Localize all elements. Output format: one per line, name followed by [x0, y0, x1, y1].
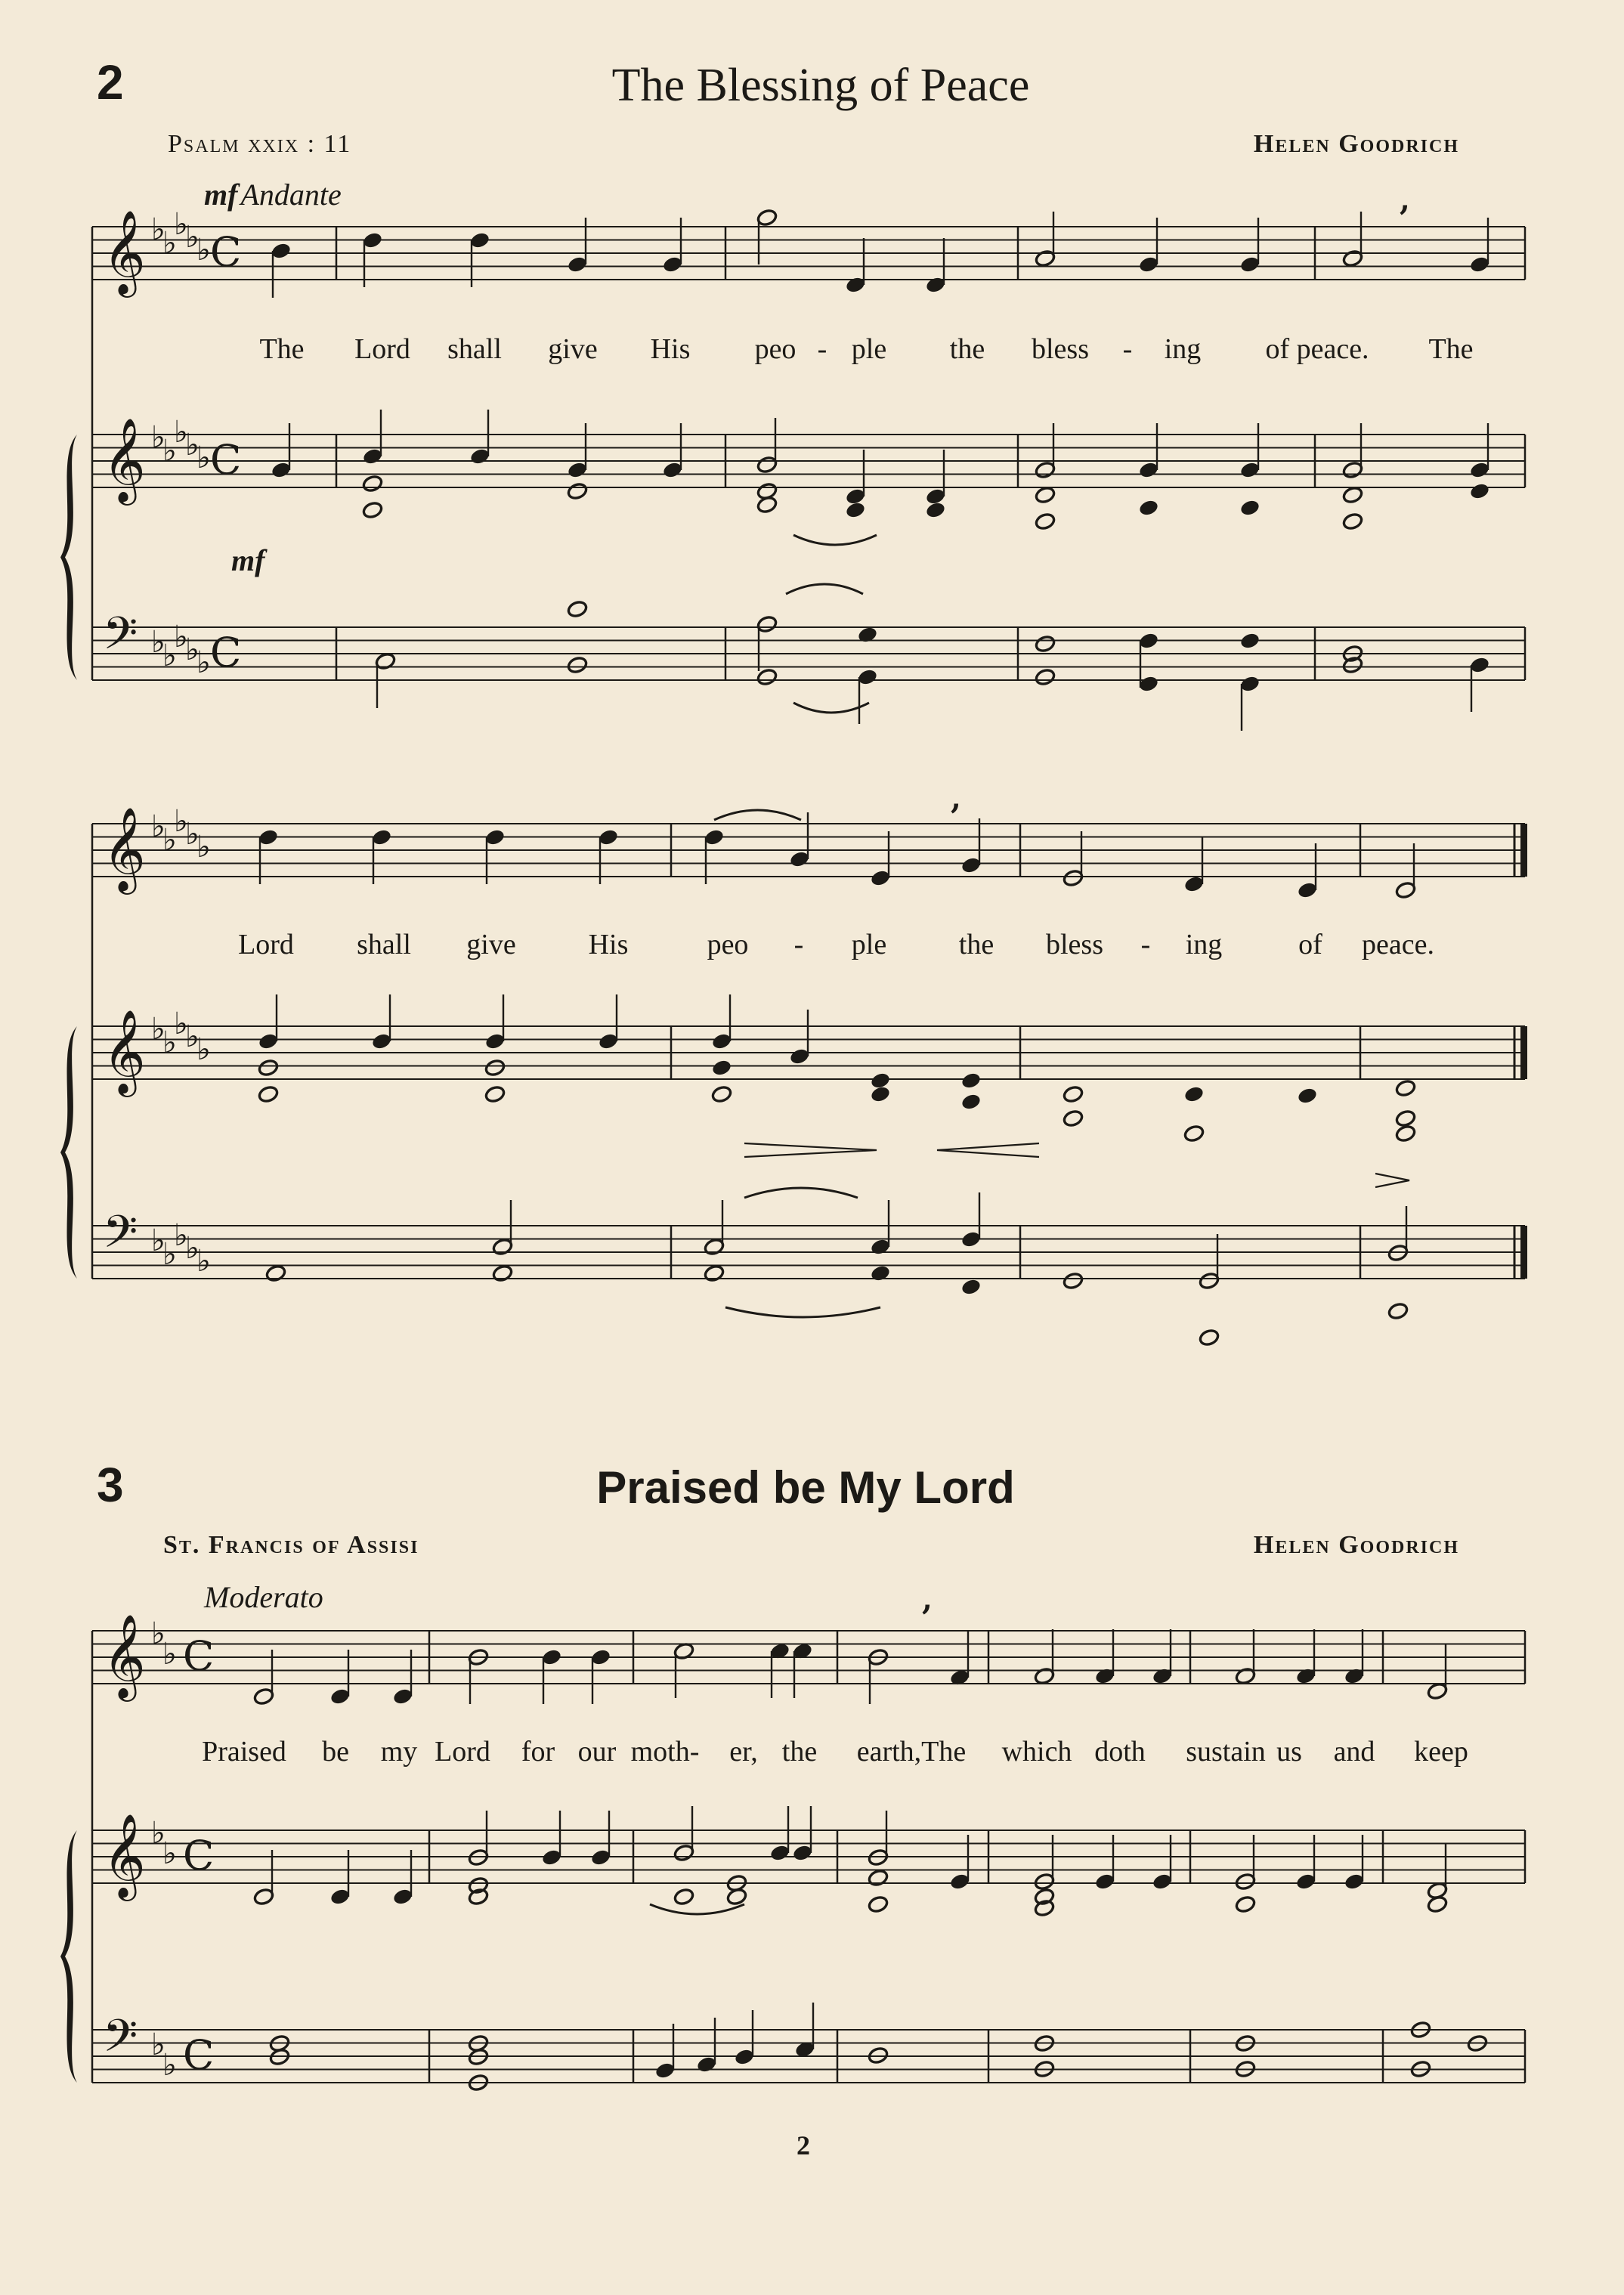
slur: [714, 810, 801, 820]
flat-sign: ♭: [174, 804, 188, 839]
breath-mark: ,: [1400, 182, 1410, 218]
final-barline: [1520, 824, 1527, 877]
lyric-hyphen: -: [1122, 333, 1133, 365]
notehead: [845, 501, 867, 520]
treble-clef: 𝄞: [103, 209, 146, 294]
flat-sign: ♭: [162, 1637, 177, 1672]
lyric-syllable: ple: [851, 333, 887, 365]
notehead: [567, 482, 589, 501]
flat-sign: ♭: [174, 207, 188, 242]
notehead: [1342, 486, 1364, 505]
flat-sign: ♭: [185, 220, 200, 255]
notehead: [1063, 1272, 1084, 1291]
notehead: [960, 1093, 982, 1112]
notehead: [258, 1059, 280, 1078]
composer: Helen Goodrich: [1253, 1531, 1459, 1559]
text-source: St. Francis of Assisi: [163, 1531, 419, 1559]
flat-sign: ♭: [185, 633, 200, 667]
final-barline: [1520, 1226, 1527, 1279]
flat-sign: ♭: [196, 441, 211, 475]
flat-sign: ♭: [196, 233, 211, 268]
notehead: [960, 1278, 982, 1297]
text-source: Psalm xxix : 11: [168, 130, 352, 158]
lyric-syllable: shall: [357, 929, 411, 960]
lyric-syllable: moth-: [630, 1736, 700, 1768]
flat-sign: ♭: [151, 1816, 165, 1851]
lyric-syllable: sustain: [1186, 1736, 1266, 1768]
flat-sign: ♭: [162, 434, 177, 469]
slur: [793, 703, 869, 713]
notehead: [1395, 1124, 1417, 1143]
notehead: [1395, 1079, 1417, 1098]
notehead: [484, 1059, 506, 1078]
piano-brace: [60, 1026, 77, 1279]
lyric-syllable: of peace.: [1265, 333, 1369, 365]
lyric-syllable: His: [588, 929, 629, 960]
flat-sign: ♭: [174, 415, 188, 450]
treble-clef: 𝄞: [103, 417, 146, 502]
staff-lines: [92, 227, 1525, 2083]
flat-sign: ♭: [162, 2048, 177, 2083]
slurs-and-markings: [650, 182, 1410, 1914]
flat-sign: ♭: [174, 1007, 188, 1041]
flat-sign: ♭: [196, 1244, 211, 1279]
notehead: [756, 496, 778, 515]
flat-sign: ♭: [162, 1836, 177, 1871]
flat-sign: ♭: [196, 645, 211, 680]
lyric-syllable: our: [577, 1736, 617, 1768]
notehead: [1063, 1085, 1084, 1104]
notehead: [1239, 632, 1261, 651]
notehead: [362, 501, 384, 520]
lyric-syllable: keep: [1414, 1736, 1468, 1768]
bass-clef: 𝄢: [103, 1205, 138, 1269]
notehead: [1342, 512, 1364, 531]
notehead: [1035, 668, 1056, 687]
treble-clef: 𝄞: [103, 806, 146, 891]
notehead: [1387, 1302, 1409, 1321]
treble-clef: 𝄞: [103, 1813, 146, 1898]
flat-sign: ♭: [185, 1231, 200, 1266]
lyric-syllable: peace.: [1362, 929, 1434, 960]
piano-brace: [60, 1830, 77, 2083]
notehead: [1035, 512, 1056, 531]
common-time: C: [210, 629, 242, 676]
flat-sign: ♭: [151, 625, 165, 660]
flat-sign: ♭: [162, 1237, 177, 1272]
lyric-syllable: be: [322, 1736, 349, 1768]
treble-clef: 𝄞: [103, 1613, 146, 1698]
lyric-syllable: bless: [1046, 929, 1103, 960]
lyric-syllable: us: [1276, 1736, 1302, 1768]
hairpin: [1375, 1174, 1409, 1187]
page-number: 2: [797, 2130, 810, 2160]
flat-sign: ♭: [151, 420, 165, 455]
flat-sign: ♭: [162, 639, 177, 673]
lyric-syllable: peo: [707, 929, 749, 960]
common-time: C: [183, 1832, 215, 1879]
flat-sign: ♭: [151, 1012, 165, 1047]
notehead: [1199, 1328, 1220, 1347]
common-time: C: [183, 1632, 215, 1680]
hymn-number: 3: [97, 1458, 124, 1512]
flat-sign: ♭: [185, 428, 200, 462]
notehead: [567, 600, 589, 619]
bass-clef: 𝄢: [103, 2009, 138, 2073]
lyric-syllable: ple: [851, 929, 887, 960]
lyric-syllable: Lord: [354, 333, 410, 365]
notehead: [726, 1888, 748, 1907]
accompaniment-dynamic: mf: [231, 543, 265, 577]
flat-sign: ♭: [162, 823, 177, 858]
notehead: [362, 475, 384, 493]
flat-sign: ♭: [151, 212, 165, 247]
notehead: [1035, 635, 1056, 654]
notehead: [870, 1072, 892, 1090]
lyric-hyphen: -: [1140, 929, 1151, 960]
tempo-marking: Moderato: [204, 1580, 323, 1614]
notehead: [1035, 486, 1056, 505]
notehead: [1138, 499, 1160, 518]
hymn-title: Praised be My Lord: [596, 1462, 1015, 1513]
lyric-syllable: His: [650, 333, 691, 365]
notehead: [1427, 1895, 1449, 1914]
hymn-title: The Blessing of Peace: [611, 60, 1030, 111]
notehead: [711, 1059, 733, 1078]
lyric-syllable: for: [521, 1736, 555, 1768]
slur: [725, 1307, 880, 1317]
hairpin: [937, 1143, 1039, 1157]
common-time: C: [210, 228, 242, 276]
flat-sign: ♭: [196, 1032, 211, 1067]
slur: [793, 535, 877, 545]
lyric-syllable: give: [466, 929, 516, 960]
lyric-syllable: ing: [1185, 929, 1223, 960]
notehead: [925, 501, 947, 520]
lyric-syllable: and: [1333, 1736, 1375, 1768]
lyric-syllable: ing: [1164, 333, 1202, 365]
notehead: [711, 1085, 733, 1104]
lyric-syllable: Praised: [202, 1736, 286, 1768]
breath-mark: ,: [922, 1582, 933, 1617]
notehead: [1063, 1109, 1084, 1128]
bass-clef: 𝄢: [103, 607, 138, 670]
lyric-syllable: bless: [1032, 333, 1089, 365]
notehead: [484, 1085, 506, 1104]
dynamic-marking: mf: [204, 178, 238, 212]
slur: [786, 584, 863, 594]
notehead: [1183, 1085, 1205, 1104]
flat-sign: ♭: [185, 1019, 200, 1054]
lyric-hyphen: -: [793, 929, 804, 960]
hymn-number: 2: [97, 55, 124, 110]
flat-sign: ♭: [162, 1025, 177, 1060]
notehead: [1395, 1109, 1417, 1128]
lyric-syllable: The: [1428, 333, 1474, 365]
notehead: [704, 1264, 725, 1283]
notehead: [857, 626, 879, 645]
flat-sign: ♭: [162, 226, 177, 261]
flat-sign: ♭: [151, 809, 165, 844]
notehead: [1183, 1124, 1205, 1143]
notehead: [673, 1888, 695, 1907]
notehead: [960, 1072, 982, 1090]
flat-sign: ♭: [174, 620, 188, 654]
lyric-syllable: the: [958, 929, 995, 960]
common-time: C: [183, 2031, 215, 2079]
lyric-syllable: Lord: [435, 1736, 490, 1768]
hairpin: [744, 1143, 877, 1157]
tempo-text: Andante: [240, 178, 342, 212]
piano-brace: [60, 435, 77, 680]
breath-mark: ,: [951, 781, 961, 816]
composer: Helen Goodrich: [1253, 130, 1459, 158]
notehead: [868, 1869, 889, 1888]
slur: [744, 1188, 858, 1198]
notehead: [492, 1264, 514, 1283]
common-time: C: [210, 436, 242, 484]
flat-sign: ♭: [151, 1223, 165, 1258]
notehead: [567, 656, 589, 675]
lyric-syllable: give: [548, 333, 598, 365]
lyric-syllable: of: [1298, 929, 1322, 960]
lyric-syllable: Lord: [238, 929, 294, 960]
notehead: [868, 1895, 889, 1914]
notehead: [258, 1085, 280, 1104]
notehead: [1239, 499, 1261, 518]
notehead: [265, 1264, 287, 1283]
notehead: [870, 1264, 892, 1283]
notehead: [1235, 1895, 1257, 1914]
lyric-syllable: the: [781, 1736, 818, 1768]
lyric-hyphen: -: [817, 333, 827, 365]
slur: [650, 1904, 744, 1914]
lyric-syllable: the: [949, 333, 985, 365]
flat-sign: ♭: [185, 817, 200, 852]
treble-clef: 𝄞: [103, 1009, 146, 1093]
flat-sign: ♭: [174, 1218, 188, 1253]
clefs-and-key-signatures: [103, 207, 241, 2083]
lyric-syllable: earth,The: [856, 1736, 967, 1768]
flat-sign: ♭: [196, 830, 211, 864]
lyric-syllable: The: [259, 333, 305, 365]
notehead: [1469, 482, 1491, 501]
lyric-syllable: my: [380, 1736, 418, 1768]
notehead: [870, 1085, 892, 1104]
lyric-syllable: er,: [729, 1736, 758, 1768]
lyric-syllable: shall: [447, 333, 502, 365]
lyric-syllable: peo: [754, 333, 797, 365]
lyric-syllable: which: [1001, 1736, 1072, 1768]
lyric-syllable: doth: [1094, 1736, 1146, 1768]
notehead: [1297, 1087, 1319, 1106]
flat-sign: ♭: [151, 1616, 165, 1651]
final-barline: [1520, 1026, 1527, 1079]
flat-sign: ♭: [151, 2027, 165, 2062]
